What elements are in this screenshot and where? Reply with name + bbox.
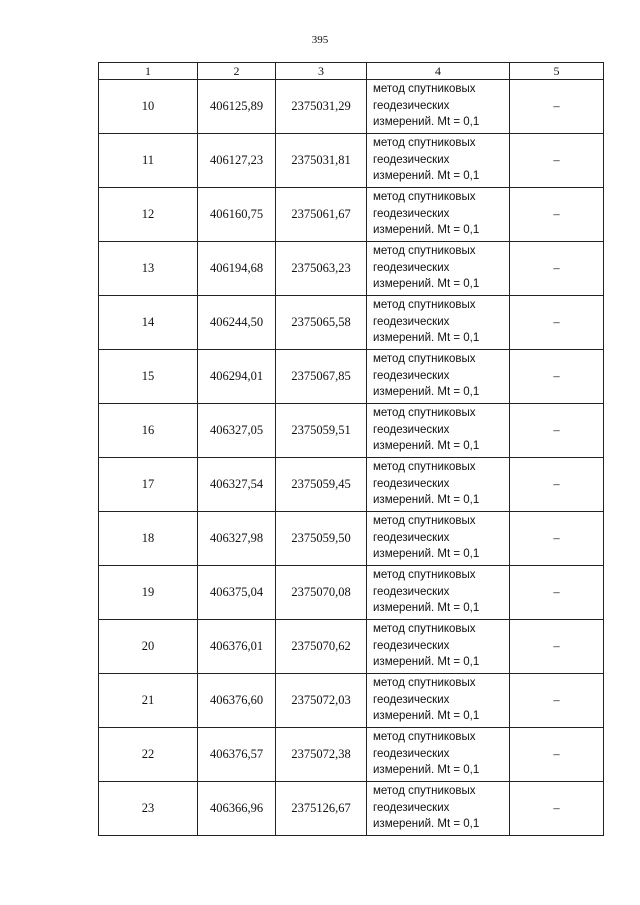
table-row (99, 350, 604, 404)
table-row (99, 296, 604, 350)
method-line: геодезических (373, 639, 450, 652)
method-line: измерений. Mt = 0,1 (373, 386, 480, 398)
column-header: 1 (99, 63, 198, 80)
note-cell: – (510, 728, 604, 782)
method-cell (367, 566, 510, 620)
note-cell: – (510, 350, 604, 404)
page-number: 395 (311, 34, 329, 46)
point-number-cell: 11 (99, 134, 198, 188)
note-cell: – (510, 80, 604, 134)
point-number-cell: 10 (99, 80, 198, 134)
y-coordinate-cell: 2375061,67 (276, 188, 367, 242)
note-cell: – (510, 296, 604, 350)
method-line: измерений. Mt = 0,1 (373, 764, 480, 776)
method-cell (367, 296, 510, 350)
method-line: геодезических (373, 693, 450, 706)
point-number-cell: 18 (99, 512, 198, 566)
point-number-cell: 20 (99, 620, 198, 674)
method-cell (367, 512, 510, 566)
method-line: измерений. Mt = 0,1 (373, 548, 480, 560)
x-coordinate-cell: 406127,23 (198, 134, 276, 188)
method-line: метод спутниковых (373, 245, 476, 257)
note-cell: – (510, 512, 604, 566)
y-coordinate-cell: 2375031,29 (276, 80, 367, 134)
table-row (99, 188, 604, 242)
table-row (99, 80, 604, 134)
point-number-cell: 13 (99, 242, 198, 296)
column-header: 2 (198, 63, 276, 80)
point-number-cell: 19 (99, 566, 198, 620)
method-line: метод спутниковых (373, 353, 476, 365)
method-line: геодезических (373, 585, 450, 598)
method-line: измерений. Mt = 0,1 (373, 170, 480, 182)
method-line: метод спутниковых (373, 677, 476, 689)
method-cell (367, 782, 510, 836)
y-coordinate-cell: 2375067,85 (276, 350, 367, 404)
method-cell (367, 674, 510, 728)
note-cell: – (510, 782, 604, 836)
x-coordinate-cell: 406194,68 (198, 242, 276, 296)
note-cell: – (510, 242, 604, 296)
method-line: геодезических (373, 423, 450, 436)
x-coordinate-cell: 406327,54 (198, 458, 276, 512)
column-header: 5 (510, 63, 604, 80)
point-number-cell: 12 (99, 188, 198, 242)
table-row (99, 512, 604, 566)
point-number-cell: 17 (99, 458, 198, 512)
method-line: геодезических (373, 261, 450, 274)
method-cell (367, 134, 510, 188)
note-cell: – (510, 620, 604, 674)
note-cell: – (510, 134, 604, 188)
y-coordinate-cell: 2375059,50 (276, 512, 367, 566)
y-coordinate-cell: 2375065,58 (276, 296, 367, 350)
x-coordinate-cell: 406376,60 (198, 674, 276, 728)
y-coordinate-cell: 2375072,38 (276, 728, 367, 782)
method-line: геодезических (373, 801, 450, 814)
method-cell (367, 404, 510, 458)
x-coordinate-cell: 406160,75 (198, 188, 276, 242)
method-line: метод спутниковых (373, 785, 476, 797)
method-cell (367, 242, 510, 296)
x-coordinate-cell: 406327,05 (198, 404, 276, 458)
x-coordinate-cell: 406294,01 (198, 350, 276, 404)
method-line: измерений. Mt = 0,1 (373, 278, 480, 290)
column-header: 4 (367, 63, 510, 80)
note-cell: – (510, 188, 604, 242)
table-row (99, 782, 604, 836)
method-line: измерений. Mt = 0,1 (373, 440, 480, 452)
method-line: измерений. Mt = 0,1 (373, 656, 480, 668)
method-line: измерений. Mt = 0,1 (373, 116, 480, 128)
note-cell: – (510, 404, 604, 458)
y-coordinate-cell: 2375059,51 (276, 404, 367, 458)
y-coordinate-cell: 2375070,62 (276, 620, 367, 674)
table-header-row (99, 63, 604, 80)
table-row (99, 458, 604, 512)
method-line: геодезических (373, 315, 450, 328)
method-line: измерений. Mt = 0,1 (373, 818, 480, 830)
table-row (99, 404, 604, 458)
table-row (99, 674, 604, 728)
point-number-cell: 21 (99, 674, 198, 728)
method-line: измерений. Mt = 0,1 (373, 710, 480, 722)
method-line: метод спутниковых (373, 461, 476, 473)
point-number-cell: 14 (99, 296, 198, 350)
method-line: геодезических (373, 207, 450, 220)
method-line: метод спутниковых (373, 623, 476, 635)
x-coordinate-cell: 406376,01 (198, 620, 276, 674)
table-row (99, 134, 604, 188)
method-cell (367, 458, 510, 512)
method-line: метод спутниковых (373, 515, 476, 527)
method-line: геодезических (373, 531, 450, 544)
table-row (99, 620, 604, 674)
note-cell: – (510, 674, 604, 728)
method-line: геодезических (373, 477, 450, 490)
x-coordinate-cell: 406244,50 (198, 296, 276, 350)
method-line: измерений. Mt = 0,1 (373, 602, 480, 614)
method-line: метод спутниковых (373, 407, 476, 419)
method-cell (367, 728, 510, 782)
method-line: измерений. Mt = 0,1 (373, 494, 480, 506)
x-coordinate-cell: 406376,57 (198, 728, 276, 782)
point-number-cell: 23 (99, 782, 198, 836)
x-coordinate-cell: 406366,96 (198, 782, 276, 836)
y-coordinate-cell: 2375070,08 (276, 566, 367, 620)
point-number-cell: 15 (99, 350, 198, 404)
y-coordinate-cell: 2375031,81 (276, 134, 367, 188)
table-row (99, 566, 604, 620)
method-cell (367, 350, 510, 404)
method-line: метод спутниковых (373, 299, 476, 311)
y-coordinate-cell: 2375126,67 (276, 782, 367, 836)
method-line: геодезических (373, 747, 450, 760)
method-line: метод спутниковых (373, 731, 476, 743)
table-row (99, 728, 604, 782)
x-coordinate-cell: 406125,89 (198, 80, 276, 134)
y-coordinate-cell: 2375063,23 (276, 242, 367, 296)
note-cell: – (510, 566, 604, 620)
column-header: 3 (276, 63, 367, 80)
method-line: метод спутниковых (373, 137, 476, 149)
note-cell: – (510, 458, 604, 512)
method-line: геодезических (373, 369, 450, 382)
method-line: геодезических (373, 99, 450, 112)
method-cell (367, 188, 510, 242)
method-line: метод спутниковых (373, 83, 476, 95)
y-coordinate-cell: 2375072,03 (276, 674, 367, 728)
y-coordinate-cell: 2375059,45 (276, 458, 367, 512)
method-line: метод спутниковых (373, 191, 476, 203)
method-cell (367, 620, 510, 674)
x-coordinate-cell: 406375,04 (198, 566, 276, 620)
table-body (99, 80, 604, 836)
x-coordinate-cell: 406327,98 (198, 512, 276, 566)
method-line: измерений. Mt = 0,1 (373, 332, 480, 344)
point-number-cell: 16 (99, 404, 198, 458)
table-row (99, 242, 604, 296)
method-line: метод спутниковых (373, 569, 476, 581)
coordinates-table (98, 62, 604, 836)
point-number-cell: 22 (99, 728, 198, 782)
method-line: геодезических (373, 153, 450, 166)
method-cell (367, 80, 510, 134)
method-line: измерений. Mt = 0,1 (373, 224, 480, 236)
